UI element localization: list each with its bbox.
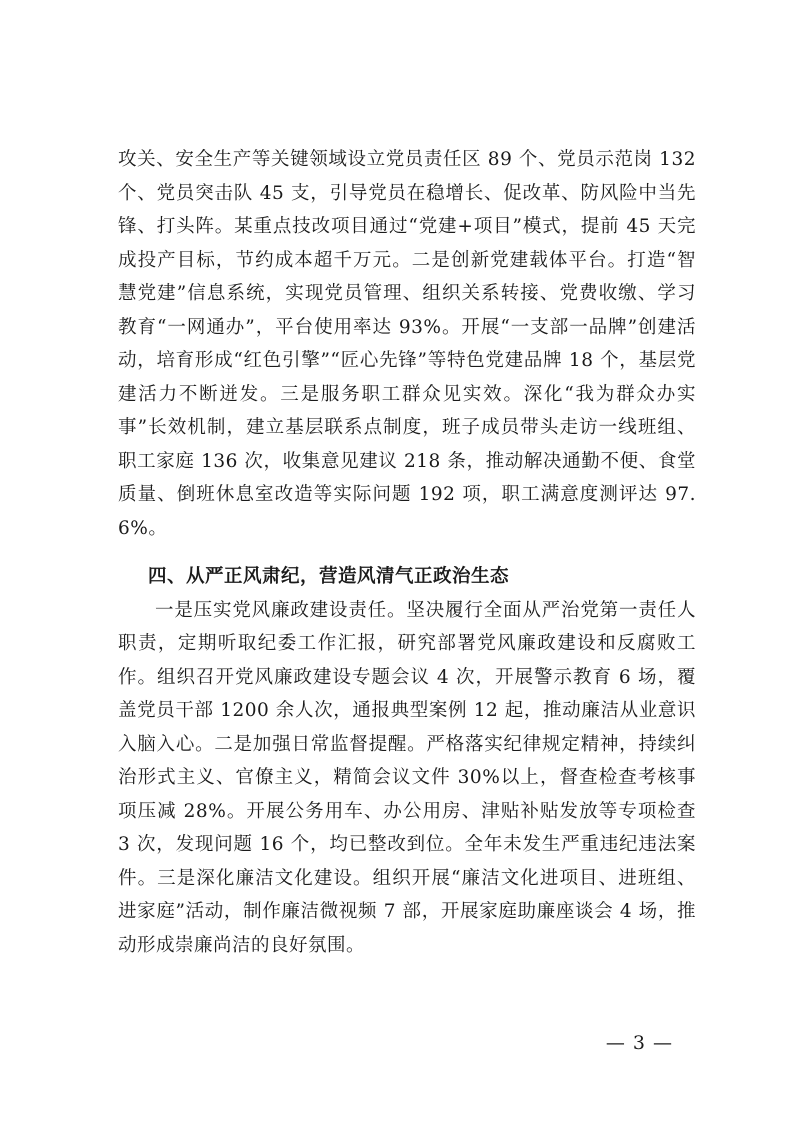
paragraph-continued: 攻关、安全生产等关键领域设立党员责任区 89 个、党员示范岗 132 个、党员突击队 45 支，引导党员在稳增长、促改革、防风险中当先锋、打头阵。某重点技改项目通过“党建+项目”模式，提前 45 天完成投产目标，节约成本超千万元。二是创新党建载体平台。打造“智慧党建”信息系统，实现党员管理、组织关系转接、党费收缴、学习教育“一网通办”，平台使用率达 93%。开展“一支部一品牌”创建活动，培育形成“红色引擎”“匠心先锋”等特色党建品牌 18 个，基层党建活力不断迸发。三是服务职工群众见实效。深化“我为群众办实事”长效机制，建立基层联系点制度，班子成员带头走访一线班组、职工家庭 136 次，收集意见建议 218 条，推动解决通勤不便、食堂质量、倒班休息室改造等实际问题 192 项，职工满意度测评达 97.6%。 — [118, 149, 696, 539]
page-number: — 3 — — [605, 1032, 673, 1054]
section-4 — [118, 560, 696, 962]
section-heading: 四、从严正风肃纪，营造风清气正政治生态 — [148, 566, 510, 587]
paragraph-section4: 一是压实党风廉政建设责任。坚决履行全面从严治党第一责任人职责，定期听取纪委工作汇报，研究部署党风廉政建设和反腐败工作。组织召开党风廉政建设专题会议 4 次，开展警示教育 6 场，覆盖党员干部 1200 余人次，通报典型案例 12 起，推动廉洁从业意识入脑入心。二是加强日常监督提醒。严格落实纪律规定精神，持续纠治形式主义、官僚主义，精简会议文件 30%以上，督查检查考核事项压减 28%。开展公务用车、办公用房、津贴补贴发放等专项检查 3 次，发现问题 16 个，均已整改到位。全年未发生严重违纪违法案件。三是深化廉洁文化建设。组织开展“廉洁文化进项目、进班组、进家庭”活动，制作廉洁微视频 7 部，开展家庭助廉座谈会 4 场，推动形成崇廉尚洁的良好氛围。 — [118, 599, 696, 956]
body-text — [118, 143, 696, 545]
